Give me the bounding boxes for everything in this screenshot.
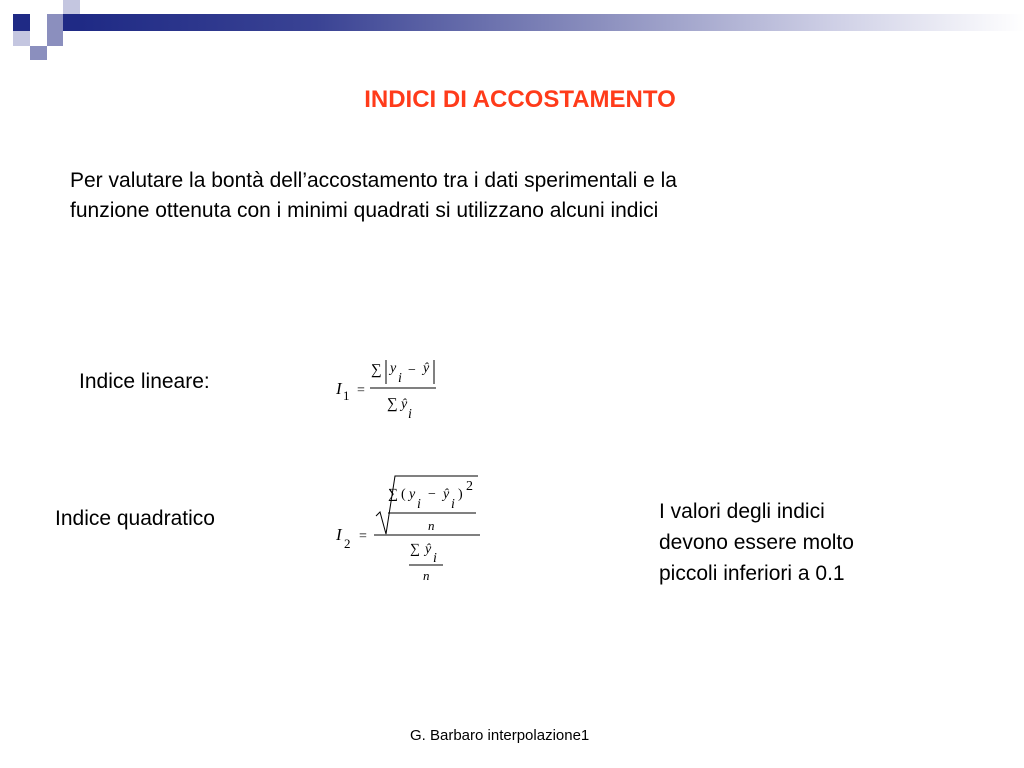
header-square: [30, 14, 47, 31]
var-yhat: ŷ: [401, 397, 408, 412]
header-square: [47, 14, 63, 31]
intro-line: funzione ottenuta con i minimi quadrati si utilizzano alcuni indici: [70, 199, 659, 222]
header-band: [80, 14, 1024, 31]
intro-line: Per valutare la bontà dell’accostamento tra i dati sperimentali e la: [70, 169, 677, 192]
open-paren: (: [401, 487, 406, 502]
threshold-note: [659, 496, 919, 589]
header-square: [47, 31, 63, 46]
sum-symbol: ∑: [387, 396, 398, 412]
quadratic-index-label: Indice quadratico: [55, 507, 215, 530]
note-line: I valori degli indici: [659, 500, 825, 523]
linear-index-label: Indice lineare:: [79, 370, 210, 393]
header-square: [30, 31, 47, 46]
var-yhat: ŷ: [423, 361, 430, 376]
minus-sign: −: [428, 487, 436, 502]
note-line: devono essere molto: [659, 531, 854, 554]
var-yhat: ŷ: [443, 487, 450, 502]
header-square: [13, 31, 30, 46]
close-paren: ): [458, 487, 463, 502]
subscript-i: i: [451, 497, 455, 512]
formula-equals: =: [357, 383, 365, 398]
sum-symbol: ∑: [371, 362, 382, 378]
header-square: [30, 46, 47, 60]
quadratic-index-formula: [330, 474, 490, 589]
sqrt-sign: [376, 476, 478, 534]
subscript-i: i: [417, 497, 421, 512]
formula-lhs: I: [336, 379, 342, 398]
var-yhat: ŷ: [425, 542, 432, 557]
header-square: [63, 14, 80, 31]
subscript-i: i: [433, 551, 437, 566]
formula-lhs-subscript: 1: [343, 388, 350, 403]
exponent: 2: [466, 479, 473, 494]
formula-equals: =: [359, 529, 367, 544]
slide-title: INDICI DI ACCOSTAMENTO: [364, 86, 676, 113]
subscript-i: i: [398, 371, 402, 386]
header-square: [63, 0, 80, 14]
formula-lhs: I: [336, 525, 342, 544]
linear-index-formula: [330, 348, 450, 428]
var-n: n: [423, 568, 430, 583]
minus-sign: −: [408, 363, 416, 378]
slide-footer: G. Barbaro interpolazione1: [410, 727, 590, 744]
var-y: y: [390, 361, 397, 376]
formula-lhs-subscript: 2: [344, 536, 351, 551]
subscript-i: i: [408, 407, 412, 422]
intro-paragraph: [70, 166, 830, 226]
var-y: y: [409, 487, 416, 502]
var-n: n: [428, 518, 435, 533]
header-square: [13, 14, 30, 31]
sum-symbol: ∑: [388, 487, 398, 502]
note-line: piccoli inferiori a 0.1: [659, 562, 845, 585]
sum-symbol: ∑: [410, 542, 420, 557]
